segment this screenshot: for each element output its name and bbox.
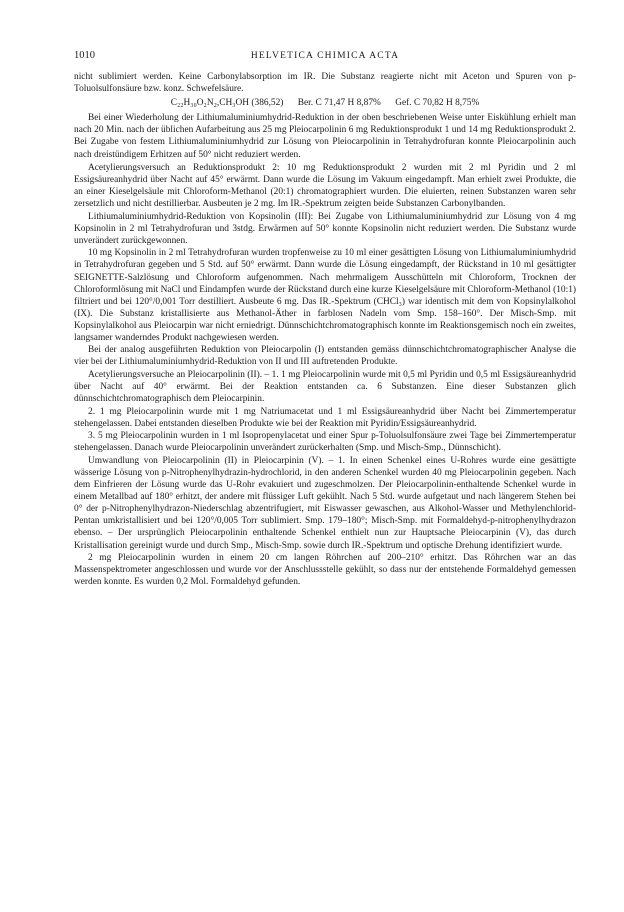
paragraph: Umwandlung von Pleiocarpolinin (II) in Pleiocarpinin (V). – 1. In einen Schenkel eines U-Rohres wurde eine gesättigte wässerige Lösung von p-Nitrophenylhydrazin-hydrochlorid, in den anderen Schenkel wurden 40 mg Pleiocarpolinin gegeben. Nach dem Einfrieren der Lösung wurde das U-Rohr evakuiert und zugeschmolzen. Der Pleiocarpolinin-enthaltende Schenkel wurde in einem Metallbad auf 180° erhitzt, der andere mit flüssiger Luft gekühlt. Nach 5 Std. wurde aufgetaut und nach längerem Stehen bei 0° der p-Nitrophenylhydrazon-Niederschlag abzentrifugiert, mit Eiswasser gewaschen, aus Alkohol-Wasser und Methylenchlorid-Pentan umkristallisiert und bei 120°/0,005 Torr sublimiert. Smp. 179–180°; Misch-Smp. mit Formaldehyd-p-nitrophenylhydrazon ebenso. – Der ursprünglich Pleiocarpolinin enthaltende Schenkel enthielt nun zur Hauptsache Pleiocarpinin (V), das durch Kristallisation gereinigt wurde und durch Smp., Misch-Smp. sowie durch IR.-Spektrum und optische Drehung identifiziert wurde. [74, 455, 576, 551]
elemental-analysis [74, 97, 576, 109]
paragraph: 10 mg Kopsinolin in 2 ml Tetrahydrofuran wurden tropfenweise zu 10 ml einer gesättigten Lösung von Lithiumaluminiumhydrid in Tetrahydrofuran gegeben und 5 Std. auf 50° erwärmt. Dann wurde die Lösung eingedampft, der Rückstand in 10 ml gesättigter SEIGNETTE-Salzlösung und Chloroform aufgenommen. Nach mehrmaligem Ausschütteln mit Chloroform, Trocknen der Chloroformlösung mit NaCl und Eindampfen wurde der Rückstand durch eine kurze Kieselgelsäure mit Chloroform-Methanol (10:1) filtriert und bei 120°/0,001 Torr destilliert. Ausbeute 6 mg. Das IR.-Spektrum (CHCl₃) war identisch mit dem von Kopsinylalkohol (IX). Die Substanz kristallisierte aus Methanol-Äther in farblosen Nadeln vom Smp. 158–160°. Der Misch-Smp. mit Kopsinylalkohol aus Pleiocarpin war nicht erniedrigt. Dünnschichtchromatographisch konnte im Reaktionsgemisch noch ein zweites, langsamer wanderndes Produkt nachgewiesen werden. [74, 248, 576, 343]
paragraph: 3. 5 mg Pleiocarpolinin wurden in 1 ml Isopropenylacetat und einer Spur p-Toluolsulfonsäure zwei Tage bei Zimmertemperatur stehengelassen. Danach wurde Pleiocarpolinin unverändert zurückerhalten (Smp. und Misch-Smp., Dünnschicht). [74, 430, 576, 453]
running-header [74, 50, 576, 61]
paragraph: Acetylierungsversuch an Reduktionsprodukt 2: 10 mg Reduktionsprodukt 2 wurden mit 2 ml Pyridin und 2 ml Essigsäureanhydrid über Nacht auf 45° erwärmt. Dann wurde die Lösung im Vakuum eingedampft. Man erhielt zwei Produkte, die an einer Kieselgelsäule mit Chloroform-Methanol (20:1) chromatographiert wurden. Die eluierten, reinen Substanzen waren sehr zersetzlich und nicht destillierbar. Ausbeuten je 2 mg. Im IR.-Spektrum zeigten beide Substanzen Carbonylbanden. [74, 162, 576, 209]
paragraph: Bei der analog ausgeführten Reduktion von Pleiocarpolin (I) entstanden gemäss dünnschichtchromatographischer Analyse die vier bei der Lithiumaluminiumhydrid-Reduktion von II und III auftretenden Produkte. [74, 345, 576, 368]
paragraph: Bei einer Wiederholung der Lithiumaluminiumhydrid-Reduktion in der oben beschriebenen Weise unter Eiskühlung erhielt man nach 20 Min. nach der üblichen Aufarbeitung aus 25 mg Pleiocarpolinin 6 mg Reduktionsprodukt 1 und 14 mg Reduktionsprodukt 2. Bei Zugabe von festem Lithiumaluminiumhydrid zur Lösung von Pleiocarpolinin in Tetrahydrofuran konnte Pleiocarpolinin auch nach dreistündigem Erhitzen auf 50° nicht reduziert werden. [74, 113, 576, 160]
found-values: Gef. C 70,82 H 8,75% [395, 98, 480, 109]
page-number: 1010 [74, 50, 95, 61]
article-body [74, 71, 576, 588]
molecular-formula: C₂₂H₃₀O₂N₂,CH₃OH (386,52) [170, 98, 284, 109]
paragraph: nicht sublimiert werden. Keine Carbonylabsorption im IR. Die Substanz reagierte nicht mit Aceton und Spuren von p-Toluolsulfonsäure bzw. konz. Schwefelsäure. [74, 72, 576, 95]
paragraph: 2 mg Pleiocarpolinin wurden in einem 20 cm langen Röhrchen auf 200–210° erhitzt. Das Röhrchen war an das Massenspektrometer angeschlossen und wurde vor der Anschlussstelle gekühlt, so dass nur der entstehende Formaldehyd gemessen werden konnte. Es wurden 0,2 Mol. Formaldehyd gefunden. [74, 552, 576, 587]
journal-title: HELVETICA CHIMICA ACTA [250, 51, 400, 61]
paragraph: 2. 1 mg Pleiocarpolinin wurde mit 1 mg Natriumacetat und 1 ml Essigsäureanhydrid über Nacht bei Zimmertemperatur stehengelassen. Dabei entstanden dieselben Produkte wie bei der Reaktion mit Pyridin/Essigsäureanhydrid. [74, 406, 576, 429]
paragraph: Acetylierungsversuche an Pleiocarpolinin (II). – 1. 1 mg Pleiocarpolinin wurde mit 0,5 ml Pyridin und 0,5 ml Essigsäureanhydrid über Nacht auf 40° erwärmt. Bei der Reaktion entstanden ca. 6 Substanzen. Eine dieser Substanzen glich dünnschichtchromatographisch dem Pleiocarpinin. [74, 370, 576, 405]
calculated-values: Ber. C 71,47 H 8,87% [297, 98, 381, 109]
paragraph: Lithiumaluminiumhydrid-Reduktion von Kopsinolin (III): Bei Zugabe von Lithiumaluminiumhydrid zur Lösung von 4 mg Kopsinolin in 2 ml Tetrahydrofuran und 3stdg. Erwärmen auf 50° konnte Kopsinolin nicht reduziert werden. Die Substanz wurde unverändert zurückgewonnen. [74, 212, 576, 247]
